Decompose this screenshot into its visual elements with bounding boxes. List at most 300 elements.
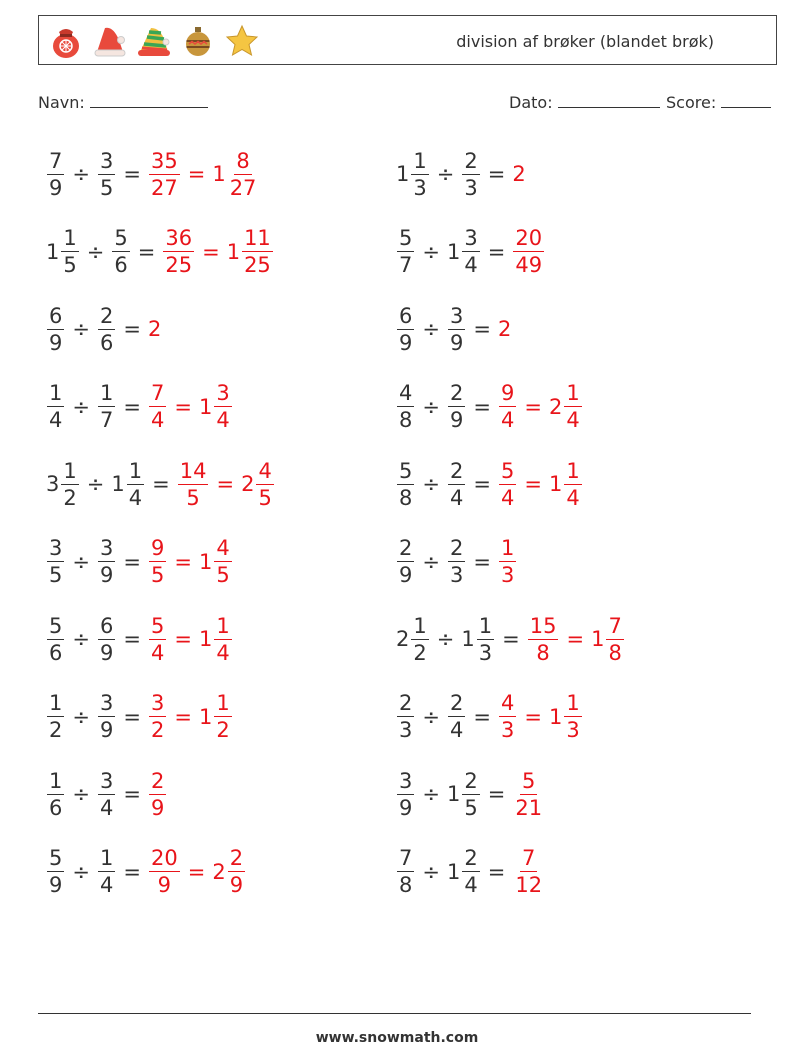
numerator: 3 xyxy=(49,536,63,560)
equals-sign: = xyxy=(473,394,491,419)
denominator: 3 xyxy=(464,175,478,200)
mixed-number xyxy=(148,535,167,588)
denominator: 4 xyxy=(464,253,478,277)
equals-sign: = xyxy=(473,549,491,574)
denominator: 5 xyxy=(258,485,272,510)
whole-part: 1 xyxy=(212,162,226,186)
fraction xyxy=(149,148,180,201)
mixed-number xyxy=(148,690,167,743)
divide-sign: ÷ xyxy=(86,472,105,496)
whole-part: 1 xyxy=(198,394,213,419)
mixed-number xyxy=(591,613,625,666)
equals-sign: = xyxy=(123,162,141,186)
fraction xyxy=(606,613,623,666)
denominator: 9 xyxy=(157,873,172,897)
denominator: 2 xyxy=(413,640,427,665)
equals-sign: = xyxy=(187,859,206,884)
fraction xyxy=(228,148,259,201)
answer xyxy=(498,380,583,433)
whole-part: 2 xyxy=(147,317,162,341)
numerator: 1 xyxy=(478,613,493,638)
equals-sign: = xyxy=(137,239,156,264)
numerator: 9 xyxy=(150,536,165,560)
denominator: 5 xyxy=(49,563,63,587)
equals-sign: = xyxy=(123,394,141,419)
fraction xyxy=(214,613,231,666)
answer xyxy=(148,613,233,666)
numerator: 1 xyxy=(500,536,515,560)
fraction xyxy=(163,225,194,278)
numerator: 2 xyxy=(449,381,464,405)
numerator: 3 xyxy=(99,148,114,173)
numerator: 7 xyxy=(399,846,413,870)
divide-sign: ÷ xyxy=(72,162,90,186)
fraction xyxy=(448,458,465,511)
fraction xyxy=(397,225,414,278)
denominator: 5 xyxy=(186,485,200,510)
fraction xyxy=(448,535,465,588)
mixed-number xyxy=(148,317,162,341)
denominator: 7 xyxy=(99,408,114,432)
name-field[interactable] xyxy=(38,93,208,112)
answer xyxy=(148,768,167,821)
star-icon xyxy=(223,22,261,60)
numerator: 1 xyxy=(216,613,230,638)
fraction xyxy=(98,690,115,743)
problem-7 xyxy=(46,377,233,437)
fraction xyxy=(256,458,273,511)
gift-sack-icon xyxy=(47,22,85,60)
fraction xyxy=(564,690,581,743)
mixed-number xyxy=(162,225,195,278)
denominator: 6 xyxy=(49,795,63,820)
whole-part: 1 xyxy=(396,162,410,186)
fraction xyxy=(499,458,516,511)
mixed-number xyxy=(396,690,415,743)
problem-4 xyxy=(396,222,545,282)
date-label: Dato: xyxy=(509,93,553,112)
divide-sign: ÷ xyxy=(72,394,90,419)
mixed-number xyxy=(46,613,65,666)
denominator: 2 xyxy=(49,718,63,742)
denominator: 4 xyxy=(449,485,464,510)
denominator: 5 xyxy=(464,795,478,820)
fraction xyxy=(242,225,273,278)
mixed-number xyxy=(148,613,167,666)
answer xyxy=(148,380,233,433)
fraction xyxy=(513,225,544,278)
mixed-number xyxy=(512,225,545,278)
equals-sign: = xyxy=(524,704,542,729)
answer xyxy=(512,768,545,821)
numerator: 5 xyxy=(399,458,413,483)
denominator: 4 xyxy=(99,873,114,897)
divide-sign: ÷ xyxy=(422,704,440,729)
fraction xyxy=(397,690,414,743)
mixed-number xyxy=(396,535,415,588)
equals-sign: = xyxy=(123,549,141,574)
fraction xyxy=(149,690,166,743)
numerator: 3 xyxy=(399,768,413,793)
ornament-ball-icon xyxy=(179,22,217,60)
numerator: 2 xyxy=(449,458,464,483)
equals-sign: = xyxy=(473,704,491,729)
mixed-number xyxy=(46,458,80,511)
equals-sign: = xyxy=(123,317,141,341)
numerator: 5 xyxy=(399,226,413,250)
whole-part: 1 xyxy=(461,627,475,651)
equals-sign: = xyxy=(123,627,141,651)
answer xyxy=(498,317,512,341)
numerator: 1 xyxy=(566,381,580,405)
fraction xyxy=(499,535,516,588)
answer xyxy=(148,845,246,898)
denominator: 2 xyxy=(216,718,230,742)
denominator: 27 xyxy=(150,175,178,200)
denominator: 8 xyxy=(399,485,413,510)
mixed-number xyxy=(46,535,65,588)
mixed-number xyxy=(396,768,415,821)
numerator: 2 xyxy=(99,303,114,328)
denominator: 9 xyxy=(449,408,464,432)
numerator: 1 xyxy=(566,691,580,715)
mixed-number xyxy=(461,613,495,666)
score-label: Score: xyxy=(666,93,717,112)
denominator: 27 xyxy=(229,175,257,200)
denominator: 3 xyxy=(500,563,515,587)
fraction xyxy=(47,845,64,898)
mixed-number xyxy=(46,380,65,433)
equals-sign: = xyxy=(487,782,506,806)
problem-17 xyxy=(46,764,167,824)
mixed-number xyxy=(527,613,560,666)
mixed-number xyxy=(396,380,415,433)
fraction xyxy=(411,148,428,201)
whole-part: 1 xyxy=(46,239,60,264)
name-label: Navn: xyxy=(38,93,85,112)
numerator: 7 xyxy=(150,381,165,405)
fraction xyxy=(98,148,115,201)
fraction xyxy=(47,148,64,201)
numerator: 3 xyxy=(99,768,114,793)
fraction xyxy=(448,690,465,743)
denominator: 6 xyxy=(49,640,63,665)
numerator: 2 xyxy=(399,691,413,715)
mixed-number xyxy=(97,148,116,201)
mixed-number xyxy=(447,845,481,898)
problem-20 xyxy=(396,842,545,902)
problem-9 xyxy=(46,454,275,514)
numerator: 5 xyxy=(49,846,63,870)
denominator: 21 xyxy=(515,795,543,820)
whole-part: 1 xyxy=(198,549,213,574)
whole-part: 1 xyxy=(548,704,563,729)
mixed-number xyxy=(396,303,415,356)
divide-sign: ÷ xyxy=(72,317,90,341)
denominator: 8 xyxy=(536,640,550,665)
whole-part: 2 xyxy=(212,859,226,884)
fraction xyxy=(477,613,494,666)
answer xyxy=(177,458,275,511)
mixed-number xyxy=(148,148,181,201)
numerator: 20 xyxy=(515,226,543,250)
answer xyxy=(512,225,545,278)
mixed-number xyxy=(46,690,65,743)
mixed-number xyxy=(97,690,116,743)
numerator: 1 xyxy=(413,148,427,173)
footer-divider xyxy=(38,1013,751,1014)
problem-19 xyxy=(46,842,246,902)
problem-6 xyxy=(396,299,512,359)
fraction xyxy=(149,380,166,433)
fraction xyxy=(47,535,64,588)
denominator: 3 xyxy=(399,718,413,742)
denominator: 6 xyxy=(114,253,128,277)
denominator: 9 xyxy=(99,563,114,587)
mixed-number xyxy=(199,380,233,433)
numerator: 2 xyxy=(464,148,478,173)
equals-sign: = xyxy=(216,472,235,496)
divide-sign: ÷ xyxy=(436,162,455,186)
numerator: 1 xyxy=(128,458,143,483)
denominator: 4 xyxy=(500,485,515,510)
fraction xyxy=(98,845,115,898)
equals-sign: = xyxy=(202,239,220,264)
problem-18 xyxy=(396,764,545,824)
equals-sign: = xyxy=(487,162,506,186)
mixed-number xyxy=(512,162,526,186)
numerator: 36 xyxy=(165,226,193,250)
fraction xyxy=(98,535,115,588)
denominator: 9 xyxy=(229,873,244,897)
numerator: 2 xyxy=(229,846,244,870)
whole-part: 1 xyxy=(446,859,461,884)
fraction xyxy=(149,613,166,666)
mixed-number xyxy=(199,690,233,743)
whole-part: 1 xyxy=(198,627,213,651)
numerator: 14 xyxy=(179,458,207,483)
problem-10 xyxy=(396,454,583,514)
mixed-number xyxy=(97,535,116,588)
fraction xyxy=(149,845,180,898)
fraction xyxy=(397,380,414,433)
mixed-number xyxy=(512,845,545,898)
mixed-number xyxy=(227,225,274,278)
numerator: 3 xyxy=(464,226,478,250)
whole-part: 1 xyxy=(446,239,461,264)
denominator: 49 xyxy=(515,253,543,277)
numerator: 1 xyxy=(49,381,63,405)
mixed-number xyxy=(111,458,145,511)
equals-sign: = xyxy=(487,239,506,264)
divide-sign: ÷ xyxy=(436,627,455,651)
fraction xyxy=(47,768,64,821)
problem-14 xyxy=(396,609,625,669)
equals-sign: = xyxy=(174,549,192,574)
fraction xyxy=(47,690,64,743)
numerator: 1 xyxy=(413,613,427,638)
mixed-number xyxy=(97,613,116,666)
mixed-number xyxy=(498,458,517,511)
denominator: 9 xyxy=(399,795,413,820)
mixed-number xyxy=(396,613,430,666)
fraction xyxy=(411,613,428,666)
mixed-number xyxy=(46,148,65,201)
fraction xyxy=(127,458,144,511)
equals-sign: = xyxy=(152,472,170,496)
whole-part: 2 xyxy=(548,394,563,419)
numerator: 4 xyxy=(500,691,515,715)
divide-sign: ÷ xyxy=(422,394,440,419)
mixed-number xyxy=(447,690,466,743)
equals-sign: = xyxy=(123,782,141,806)
fraction xyxy=(61,458,78,511)
fraction xyxy=(564,458,581,511)
mixed-number xyxy=(212,148,259,201)
numerator: 3 xyxy=(99,536,114,560)
problem-5 xyxy=(46,299,162,359)
mixed-number xyxy=(549,458,583,511)
fraction xyxy=(397,768,414,821)
denominator: 3 xyxy=(449,563,464,587)
whole-part: 1 xyxy=(111,472,125,496)
whole-part: 2 xyxy=(512,162,526,186)
problem-8 xyxy=(396,377,583,437)
date-field[interactable] xyxy=(509,93,660,112)
mixed-number xyxy=(97,303,116,356)
mixed-number xyxy=(177,458,210,511)
divide-sign: ÷ xyxy=(72,704,90,729)
denominator: 9 xyxy=(399,330,413,355)
answer xyxy=(512,845,545,898)
numerator: 4 xyxy=(216,536,230,560)
denominator: 9 xyxy=(150,795,165,820)
denominator: 4 xyxy=(216,640,230,665)
denominator: 9 xyxy=(399,563,413,587)
whole-part: 3 xyxy=(46,472,60,496)
fraction xyxy=(397,458,414,511)
fraction xyxy=(462,225,479,278)
mixed-number xyxy=(396,148,430,201)
numerator: 15 xyxy=(529,613,557,638)
denominator: 2 xyxy=(63,485,77,510)
denominator: 5 xyxy=(150,563,165,587)
mixed-number xyxy=(46,768,65,821)
numerator: 3 xyxy=(150,691,165,715)
numerator: 2 xyxy=(464,768,478,793)
divide-sign: ÷ xyxy=(86,239,105,264)
problem-3 xyxy=(46,222,274,282)
mixed-number xyxy=(148,768,167,821)
icon-strip xyxy=(47,22,261,60)
divide-sign: ÷ xyxy=(422,549,440,574)
fraction xyxy=(112,225,129,278)
mixed-number xyxy=(498,535,517,588)
mixed-number xyxy=(46,303,65,356)
denominator: 8 xyxy=(399,873,413,897)
mixed-number xyxy=(199,535,233,588)
fraction xyxy=(47,613,64,666)
santa-hat-icon xyxy=(91,22,129,60)
mixed-number xyxy=(549,380,583,433)
mixed-number xyxy=(447,225,481,278)
fraction xyxy=(47,303,64,356)
numerator: 1 xyxy=(566,458,580,483)
denominator: 25 xyxy=(165,253,193,277)
answer xyxy=(498,690,583,743)
date-blank[interactable] xyxy=(558,93,660,108)
equals-sign: = xyxy=(123,859,141,884)
numerator: 2 xyxy=(464,846,478,870)
denominator: 5 xyxy=(63,253,77,277)
fraction xyxy=(228,845,245,898)
fraction xyxy=(214,535,231,588)
numerator: 11 xyxy=(244,226,271,250)
mixed-number xyxy=(498,690,517,743)
fraction xyxy=(178,458,209,511)
denominator: 5 xyxy=(216,563,230,587)
equals-sign: = xyxy=(187,162,206,186)
mixed-number xyxy=(97,768,116,821)
fraction xyxy=(499,690,516,743)
answer xyxy=(148,690,233,743)
fraction xyxy=(513,845,544,898)
divide-sign: ÷ xyxy=(72,549,90,574)
name-blank[interactable] xyxy=(90,93,208,108)
mixed-number xyxy=(447,303,466,356)
fraction xyxy=(448,303,465,356)
numerator: 5 xyxy=(114,226,128,250)
denominator: 4 xyxy=(449,718,464,742)
equals-sign: = xyxy=(502,627,520,651)
denominator: 4 xyxy=(49,408,63,432)
numerator: 5 xyxy=(49,613,63,638)
equals-sign: = xyxy=(174,704,192,729)
problem-12 xyxy=(396,532,517,592)
mixed-number xyxy=(447,458,466,511)
score-field[interactable] xyxy=(666,93,771,112)
denominator: 25 xyxy=(244,253,271,277)
numerator: 1 xyxy=(216,691,230,715)
answer xyxy=(162,225,273,278)
fraction xyxy=(149,535,166,588)
denominator: 4 xyxy=(150,408,165,432)
numerator: 3 xyxy=(216,381,230,405)
numerator: 7 xyxy=(522,846,536,870)
numerator: 5 xyxy=(522,768,536,793)
score-blank[interactable] xyxy=(721,93,771,108)
mixed-number xyxy=(549,690,583,743)
fraction xyxy=(149,768,166,821)
mixed-number xyxy=(396,225,415,278)
denominator: 9 xyxy=(449,330,464,355)
divide-sign: ÷ xyxy=(72,627,90,651)
numerator: 1 xyxy=(63,226,77,250)
numerator: 6 xyxy=(99,613,114,638)
fraction xyxy=(462,768,479,821)
numerator: 6 xyxy=(399,303,413,328)
fraction xyxy=(462,148,479,201)
denominator: 4 xyxy=(99,795,114,820)
divide-sign: ÷ xyxy=(422,317,440,341)
fraction xyxy=(98,380,115,433)
numerator: 6 xyxy=(49,303,63,328)
mixed-number xyxy=(396,845,415,898)
numerator: 20 xyxy=(150,846,178,870)
denominator: 4 xyxy=(566,408,580,432)
mixed-number xyxy=(498,380,517,433)
mixed-number xyxy=(447,380,466,433)
